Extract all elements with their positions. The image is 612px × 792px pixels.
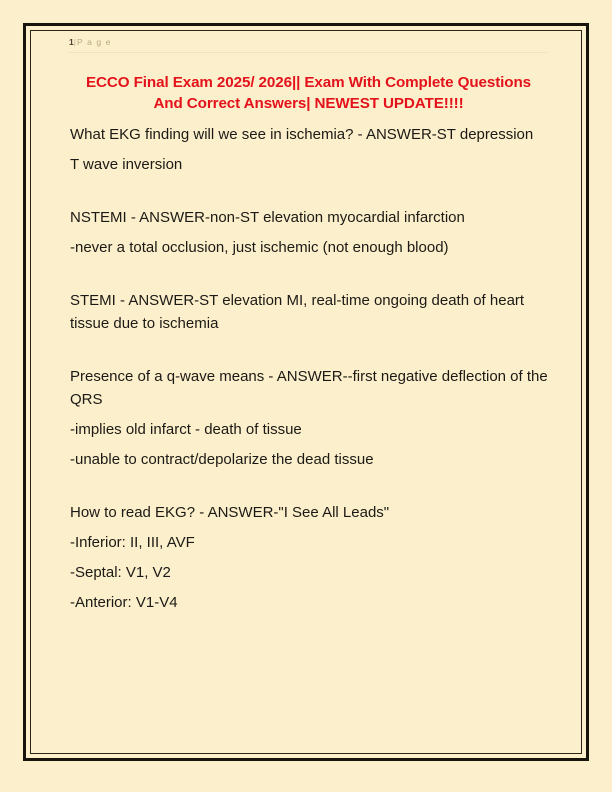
paragraph: What EKG finding will we see in ischemia? - ANSWER-ST depression bbox=[70, 126, 534, 143]
paragraph: T wave inversion bbox=[70, 156, 183, 173]
paragraph: -unable to contract/depolarize the dead tissue bbox=[70, 451, 374, 468]
page-title: ECCO Final Exam 2025/ 2026|| Exam With Complete Questions And Correct Answers| NEWEST UPDATE!!!! bbox=[86, 74, 531, 112]
page-number: 1 bbox=[69, 37, 74, 47]
paragraph: NSTEMI - ANSWER-non-ST elevation myocardial infarction bbox=[70, 209, 465, 226]
paragraph: -Anterior: V1-V4 bbox=[70, 594, 178, 611]
paragraph: Presence of a q-wave means - ANSWER--first negative deflection of the QRS bbox=[70, 368, 548, 408]
page-header-text bbox=[69, 36, 544, 49]
document-body bbox=[70, 123, 552, 614]
page-header bbox=[69, 36, 544, 49]
page-header-label: P a g e bbox=[77, 37, 112, 47]
paragraph: How to read EKG? - ANSWER-"I See All Leads" bbox=[70, 504, 390, 521]
paragraph: STEMI - ANSWER-ST elevation MI, real-time ongoing death of heart tissue due to ischemia bbox=[70, 292, 525, 332]
paragraph: -Inferior: II, III, AVF bbox=[70, 534, 195, 551]
paragraph: -implies old infarct - death of tissue bbox=[70, 421, 302, 438]
paragraph: -Septal: V1, V2 bbox=[70, 564, 171, 581]
page-header-separator: | bbox=[73, 37, 78, 47]
header-divider bbox=[69, 52, 547, 53]
page-content bbox=[31, 31, 581, 753]
paragraph: -never a total occlusion, just ischemic (not enough blood) bbox=[70, 239, 449, 256]
